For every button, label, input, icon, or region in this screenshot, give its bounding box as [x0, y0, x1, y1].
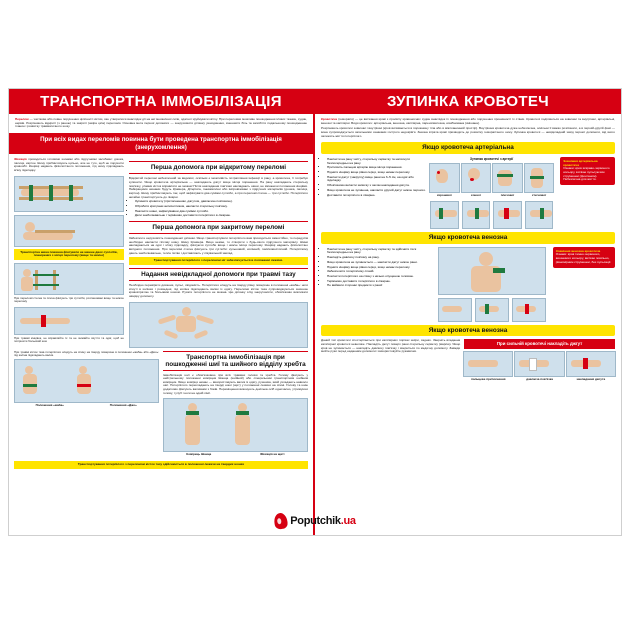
- list-item: • Накладіть давлючу пов'язку на рану.: [327, 256, 434, 260]
- brand-logo: [274, 513, 355, 529]
- figure-caption: сонної: [470, 192, 481, 197]
- list-item: • Накласти на рану чисту, стерильну серветку та здійснити тиск безпосередньо на рану.: [327, 248, 434, 255]
- closed-fracture-note: Транспортування потерпілого з переломом ніг забезпечується в положенні лежачи.: [129, 257, 308, 265]
- closed-fracture-heading: Перша допомога при закритому переломі: [129, 221, 308, 234]
- fixation-note: Фіксація проводиться готовими шинами або підручними засобами: дошка, палиця, картон. Шину прибинтовують щільно, але не туго, щоб не порушити кровообіг. Кінцівці надають фізіологічного положення, під шину підкладають м'яку підкладку.: [14, 157, 124, 173]
- open-fracture-text: Відкритий перелом небезпечний за видимої, оскільки є можливість потрапляння інфекції в рану, а кровотеча, її потребує зупинити. Якщо кровотеча артеріальна — накладають джгут вище місця поранення. На рану накладають стерильну пов'язку, уламки кісток вправляти не можна! Після накладання пов'язки накладають шини, не змінюючи положення кінцівки. Найкращими шинами будуть Крамера, Дітеріхса, пневматичні або імпровізовані з підручних матеріалів (дошка, палиця, картон). Шину прибинтовують так, щоб зафіксувати два суміжні суглоби, а при переломі стегна — три суглоби. Потерпілого негайно транспортують до лікарні.: [128, 176, 308, 199]
- venous-step-3: [512, 298, 546, 322]
- list-item: • Підняти кінцівку вище рівня серця, якщо немає перелому.: [327, 266, 434, 270]
- list-item: • Покласти потерпілого на спину з низько опущеною головою.: [327, 275, 434, 279]
- pelvis-figure: [129, 302, 308, 348]
- frog-pose-figure: [14, 359, 159, 403]
- figure-caption: скроневої: [436, 192, 452, 197]
- frog-pose-text: При травмі кісток таза потерпілого кладуть на спину на тверду поверхню в положенні «жаба» або «Джо»: під коліна підкладають валик.: [14, 349, 159, 357]
- open-fracture-bullets: [135, 200, 308, 218]
- pelvis-heading: Надання невідкладної допомоги при травмі тазу: [129, 268, 308, 281]
- list-item: • Забезпечити потерпілому спокій.: [327, 270, 434, 274]
- splint-figure-2: [14, 215, 124, 247]
- frog-right-caption: Положення «Джо»: [109, 403, 137, 408]
- capillary-step-1: [464, 351, 512, 382]
- venous-figures: [438, 298, 546, 322]
- venous-figure-main: [438, 247, 546, 295]
- right-intro-body: (геморагія) — це витікання крові з просвіту кровоносних судин внаслідок їх пошкодження або порушення проникності їх стінки. Кровотечі поділяються на зовнішні та внутрішні, артеріальні, венозні та капілярні. Види кровотеч: артеріальна, венозна, капілярна, паренхіматозна, комбінована (змішана).: [321, 117, 615, 125]
- left-intro-text: [15, 118, 307, 129]
- figure-caption: давлюча пов'язка: [526, 376, 553, 381]
- capillary-heading: Якщо кровотеча венозна: [321, 325, 615, 337]
- figure-carotid: [462, 163, 491, 198]
- brand-name: [290, 515, 355, 527]
- neck-figure: [163, 398, 308, 452]
- splint-note: Транспортна шина повинна фіксувати не менше двох суглобів, поширених з місця перелому (вище та нижче): [14, 249, 124, 260]
- right-title: ЗУПИНКА КРОВОТЕЧ: [315, 89, 621, 114]
- list-item: • Накласти шини, зафіксувавши два суміжні суглоби.: [135, 210, 308, 214]
- venous-bullets: [327, 248, 434, 288]
- neck-caption-1: Комірець Шанца: [186, 452, 212, 457]
- venous-step-2: [475, 298, 509, 322]
- right-intro: [315, 114, 621, 142]
- blood-drop-icon: [273, 512, 288, 530]
- splint-figure-1: [14, 176, 124, 212]
- list-item: • Не виймати сторонні предмети з рани!: [327, 284, 434, 288]
- left-redband: При всіх видах переломів повинна бути проведена транспортна іммобілізація (знерухомлення): [9, 133, 313, 155]
- list-item: • Зупинити кровотечу (притисненням, джгутом, давлючою пов'язкою).: [135, 200, 308, 204]
- list-item: • Підняти кінцівку вище рівня серця, якщо немає перелому.: [327, 171, 426, 175]
- knee-figure: [14, 307, 124, 335]
- arterial-heading: Якщо кровотеча артеріальна: [321, 142, 615, 154]
- list-item: • Накласти на рану чисту, стерильну серветку та натиснути безпосередньо на рану.: [327, 158, 426, 165]
- brand-label: Poputchik: [290, 515, 341, 527]
- arterial-callout-title: Зовнішня артеріальна кровотеча: [563, 158, 598, 167]
- list-item: • Дати знеболювальне і терміново доставити потерпілого в лікарню.: [135, 214, 308, 218]
- capillary-text: Даний тип кровотечі спостерігається при капілярних порізах шкіри, саднах. Зверніть впадання капілярної кровотечі невелике. Накладіть джгут поверх рани стерильну серветку (марлю). Якщо кров не зупиняється — накладіть давлючу пов'язку і зверніться по медичну допомогу. Завжди мийте руки перед наданням допомоги і використовуйте рукавички.: [321, 338, 461, 354]
- figure-femoral: [525, 163, 554, 198]
- arterial-callout-text: Ознаки: кров яскраво-червоного кольору, витікає пульсуючим струменем (фонтаном). Небезпечна для життя.: [563, 166, 610, 182]
- knee-note: При травмі кінцівок, не вправляйте їх та не знімайте взуття та одяг, щоб не погіршити больовий шок: [14, 335, 124, 344]
- figure-caption: стегнової: [531, 192, 547, 197]
- list-item: • Якщо кровотеча не зупиняється — накласти джгут нижче рани.: [327, 261, 434, 265]
- neck-heading: Транспортна іммобілізація при пошкодженні шиї та шийного відділу хребта: [163, 351, 308, 371]
- tourniquet-step-3: [493, 201, 522, 229]
- arterial-figures-2: [430, 201, 553, 229]
- figure-caption: накладання джгута: [576, 376, 606, 381]
- list-item: • Терміново доставити потерпілого в лікарню.: [327, 280, 434, 284]
- capillary-figures: [464, 351, 615, 382]
- frog-left-caption: Положення «жаба»: [35, 403, 64, 408]
- left-intro-body: — часткове або повне порушення цілісності кістки, яке утворилося внаслідок дії на неї механічної сили, здатної зруйнувати кістку. При переломах можливе пошкодження м'яких тканин, судин, нервів. Розрізняють відкриті (з раною) та закриті (шкіра ціла) переломи. Основна мета першої допомоги — знерухомити ділянку ушкодження, зменшити біль та запобігти подальшому пошкодженню тканин і розвитку травматичного шоку.: [15, 117, 307, 129]
- list-item: • Притисніть пальцем артерію вище місця поранення.: [327, 166, 426, 170]
- list-item: • Обов'язково вкласти записку з часом накладання джгута.: [327, 184, 426, 188]
- right-intro-text2: Розрізняють кровотечі зовнішні і внутрішні (кров виливається в порожнину тіла або в міжтканинний простір). Внутрішня кровотеча дуже небезпечна, оскільки її важко розпізнати, а в першій-другій фазі — вона супроводжується загальними ознаками гострого недокрів'я. Значна втрата крові призводить до розвитку геморагічного шоку. Зупинка кровотечі — невідкладний захід першої допомоги, від якого залежить життя потерпілого.: [321, 126, 615, 138]
- arterial-callout: [560, 157, 615, 185]
- tourniquet-step-2: [462, 201, 491, 229]
- venous-callout: [553, 247, 615, 268]
- left-column: [9, 89, 315, 535]
- right-intro-lead: Кровотеча: [321, 117, 338, 121]
- venous-callout-title: Зовнішня венозна кровотеча: [555, 248, 601, 253]
- venous-heading: Якщо кровотеча венозна: [321, 232, 615, 244]
- poster: [8, 88, 622, 536]
- arterial-bullets: [327, 158, 426, 197]
- arterial-figure-title: Зупинка кровотечі з артерії: [470, 156, 514, 161]
- figure-brachial: [493, 163, 522, 198]
- neck-caption-2: Фіксація на щиті: [260, 452, 285, 457]
- list-item: • Обробити краї рани антисептиком, накласти стерильну пов'язку.: [135, 205, 308, 209]
- tourniquet-step-4: [525, 201, 554, 229]
- three-joint-figure: [14, 263, 124, 295]
- pelvis-text: Необхідно перевірити дихання, пульс, свідомість. Потерпілого кладуть на тверду рівну поверхню в положенні «жаба»: ноги зігнуті в колінах і розведені, під коліна підкладають валик із одягу. Переломи кісток таза супроводжуються значною крововтратою та больовим шоком. Рухати потерпілого не можна. Цю ділянку слід знерухомити, обов'язково викликати швидку допомогу.: [128, 282, 308, 298]
- capillary-band: При сильній кровотечі накладіть джгут: [464, 339, 615, 349]
- figure-caption: пальцеве притиснення: [471, 376, 506, 381]
- venous-step-1: [438, 298, 472, 322]
- left-intro-lead: Перелом: [15, 117, 29, 121]
- left-title: ТРАНСПОРТНА ІММОБІЛІЗАЦІЯ: [9, 89, 313, 114]
- figure-temporal: [430, 163, 459, 198]
- venous-callout-text: Ознаки: кров темно-червоного, вишневого кольору, витікає повільно, рівномірним струменем, без пульсації.: [555, 252, 612, 264]
- closed-fracture-text: Забезпечте нерухомість пошкодженої ділянки. Якщо транспортувати потерпілого вам приходиться самостійно, то передусім необхідно накласти гіпсову шину. Шину Крамера. Якщо немає, то створити з будь-якого підручного матеріалу. Шини накладаються на одяг і м'яку підкладку, фіксуючи суглоби вище і нижче місця перелому. Кінцівці надають фізіологічно вигідного положення. При переломі стегна фіксують три суглоби: кульшовий, колінний, гомілковостопний. Потерпілому дають знеболювальне, тепле питво і доставляють у лікувальний заклад.: [128, 236, 308, 255]
- list-item: • Якщо кровотеча не зупинена, накласти другий джгут нижче першого.: [327, 189, 426, 193]
- list-item: • Накласти джгут (закрутку) вище рани на 3–5 см, на одяг або підкладку.: [327, 176, 426, 183]
- tourniquet-step-1: [430, 201, 459, 229]
- capillary-step-3: [567, 351, 615, 382]
- brand-domain: .ua: [340, 515, 356, 527]
- capillary-step-2: [515, 351, 563, 382]
- list-item: • Доставити потерпілого в лікарню.: [327, 194, 426, 198]
- left-intro: [9, 114, 313, 133]
- three-joint-note: При переломі стегна та плеча фіксують три суглоби, розташовані вище та нижче перелому: [14, 295, 124, 304]
- arterial-figures: [430, 163, 553, 198]
- neck-text: Іммобілізація шиї є обов'язковою при всіх травмах голови та хребта. Голову фіксують у нейтральному положенні комірцем Шанца (шийний) або спеціальним транспортним шийним комірцем. Якщо комірця немає — використовують валик із одягу, рушника, який укладають навколо шиї. Потерпілого перекладають на тверді ноші (щит) у положенні лежачи на спині. Голову та шию додатково фіксують валиками з боків. Переміщення виконують декілька осіб одночасно, утримуючи голову, тулуб і ноги на одній лінії.: [163, 372, 308, 395]
- pelvis-transport-note: Транспортування потерпілого з переломом кісток тазу здійснюється в положенні лежачи на твердих ношах: [14, 461, 308, 469]
- right-intro-text: [321, 118, 615, 125]
- open-fracture-heading: Перша допомога при відкритому переломі: [129, 161, 308, 174]
- figure-caption: плечової: [500, 192, 515, 197]
- right-column: [315, 89, 621, 535]
